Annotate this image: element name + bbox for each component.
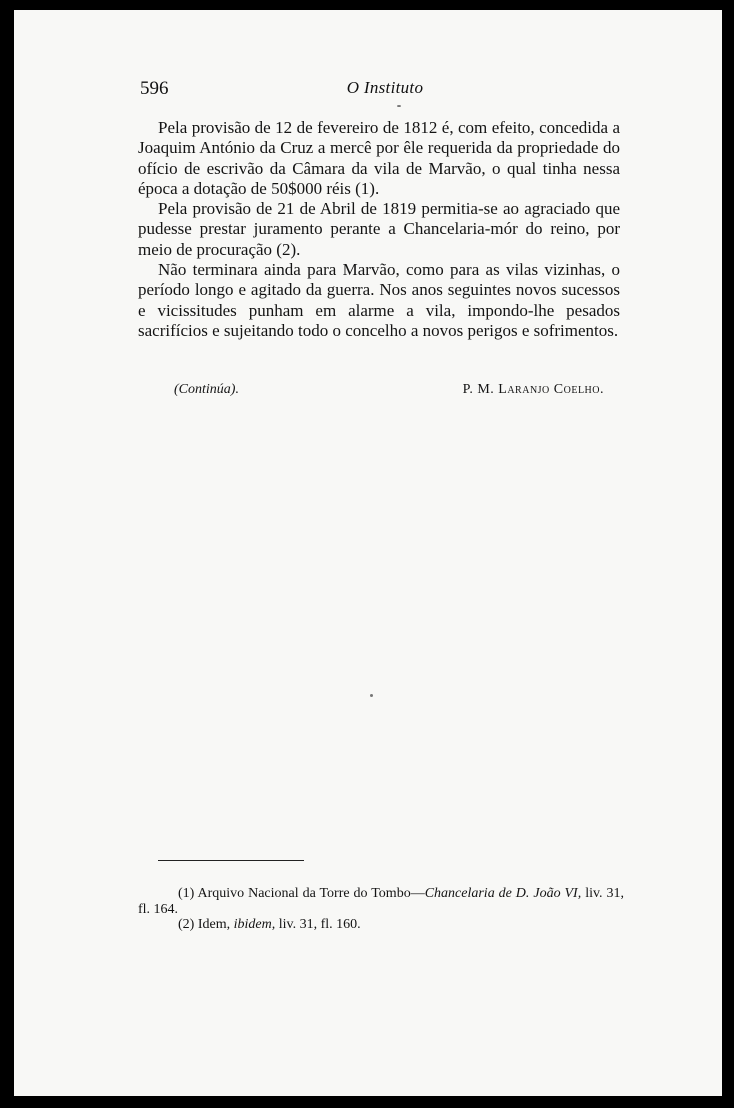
footnotes — [138, 886, 624, 933]
footnote-1-source: Arquivo Nacional da Torre do Tombo— — [197, 886, 425, 901]
scanned-page — [14, 10, 722, 1096]
footnote-1-number: (1) — [178, 886, 195, 901]
paragraph-1: Pela provisão de 12 de fevereiro de 1812 é, com efeito, concedida a Joaquim António da Cruz a mercê por êle requerida da propriedade do ofício de escrivão da Câmara da vila de Marvão, o qual tinha nessa época a dotação de 50$000 réis (1). — [138, 118, 620, 198]
footnote-divider — [158, 860, 304, 861]
footnote-2-italic: ibidem, — [233, 917, 276, 932]
footnote-1 — [138, 886, 624, 917]
continua-note: (Continúa). — [174, 382, 239, 397]
running-head — [140, 78, 630, 102]
footnote-2-number: (2) — [178, 917, 195, 932]
journal-title: O Instituto — [346, 78, 424, 97]
footnote-2-reference: liv. 31, fl. 160. — [278, 917, 361, 932]
footnote-2-source: Idem, — [197, 917, 231, 932]
scan-speck — [370, 694, 373, 697]
footnote-2 — [138, 917, 624, 933]
page-number: 596 — [140, 78, 169, 99]
footnote-1-italic: Chancelaria de D. João VI, — [424, 886, 582, 901]
paragraph-2: Pela provisão de 21 de Abril de 1819 permitia-se ao agraciado que pudesse prestar juramento perante a Chancelaria-mór do reino, por meio de procuração (2). — [138, 199, 620, 259]
article-body — [138, 118, 620, 341]
author-signature: P. M. Laranjo Coelho. — [462, 382, 604, 397]
footnote-1-reference: liv. 31, fl. 164. — [138, 886, 625, 917]
signature-row — [174, 382, 604, 404]
paragraph-3: Não terminara ainda para Marvão, como para as vilas vizinhas, o período longo e agitado da guerra. Nos anos seguintes novos sucessos e vicissitudes punham em alarme a vila, impondo-lhe pesados sacrifícios e sujeitando todo o concelho a novos perigos e sofrimentos. — [138, 260, 620, 340]
scan-speck — [397, 105, 401, 107]
